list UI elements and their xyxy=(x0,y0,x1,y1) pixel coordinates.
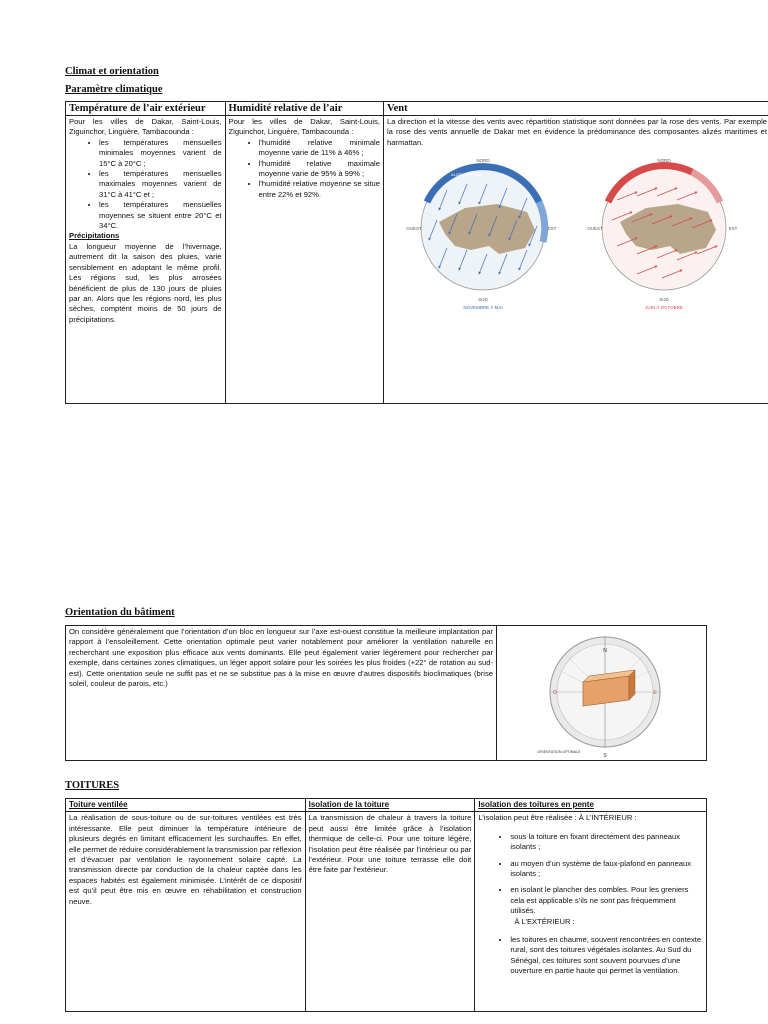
orientation-caption: ORIENTATION OPTIMALE xyxy=(537,750,581,754)
cell-toiture-ventilee xyxy=(66,812,306,1012)
pente-intro: L’isolation peut être réalisée : À L’INTÉRIEUR : xyxy=(478,813,637,823)
orientation-n: N xyxy=(603,648,607,654)
header-vent: Vent xyxy=(383,102,768,116)
cell-temperature xyxy=(66,116,226,404)
list-item: • l’humidité relative moyenne se situe entre 22% et 92%. xyxy=(259,179,380,200)
orientation-text: On considère généralement que l’orientation d’un bloc en longueur sur l’axe est-ouest constitue la meilleure implantation par rapport à l’ensoleillement. Cette orientation optimale peut varier notablement pour améliorer la ventilation naturelle en recherchant une exposition plus efficace aux vents dominants. Elle peut également varier légèrement pour rechercher par exemple, dans certaines zones climatiques, un léger apport solaire pour les soirées les plus froides (+22° de rotation au sud-est). Cette orientation seule ne suffit pas et ne se substitue pas à la mise en œuvre d’autres dispositifs bioclimatiques (brise soleil, couleur de parois, etc.) xyxy=(69,627,493,689)
pente-ext-label: À L’EXTÉRIEUR : xyxy=(514,916,575,926)
list-item: • les températures mensuelles maximales moyennes varient de 31°C à 41°C et ; xyxy=(99,169,222,200)
isolation-text: La transmission de chaleur à travers la toiture peut aussi être limitée grâce à l’isolation thermique de celle-ci. Pour une toiture légère, l’isolation peut être réalisée par l’intérieur ou par l’extérieur. Pour une toiture terrasse elle doit être faite par l’extérieur. xyxy=(308,813,472,875)
list-item: • au moyen d’un système de faux-plafond en panneaux isolants ; xyxy=(510,859,703,880)
map1-est: EST xyxy=(547,226,557,232)
orientation-table xyxy=(65,625,707,761)
vent-text: La direction et la vitesse des vents avec répartition statistique sont données par la rose des vents. Par exemple la rose des vents annuelle de Dakar met en évidence la prédominance des composantes alizés maritimes et harmattan. xyxy=(386,117,767,147)
header-toiture-ventilee: Toiture ventilée xyxy=(66,799,306,812)
header-isolation-pente: Isolation des toitures en pente xyxy=(475,799,707,812)
cell-vent xyxy=(383,116,768,404)
precip-title: Précipitations xyxy=(69,231,120,241)
list-item: • les températures mensuelles minimales moyennes varient de 15°C à 20°C ; xyxy=(99,138,222,169)
map1-ouest: OUEST xyxy=(406,226,422,232)
cell-pente xyxy=(475,812,707,1012)
map2-ouest: OUEST xyxy=(587,226,603,232)
wind-rose-map-2 xyxy=(587,158,737,310)
orientation-o: O xyxy=(553,690,557,696)
wind-rose-maps xyxy=(387,150,767,315)
cell-isolation xyxy=(305,812,475,1012)
map1-arc-label: ALIZÉ MARITIME xyxy=(451,172,483,178)
pente-list-int xyxy=(478,832,703,917)
map1-sud: SUD xyxy=(478,297,488,303)
cell-orientation-text xyxy=(66,626,497,761)
map1-nord: NORD xyxy=(476,158,490,164)
section-title-toitures: TOITURES xyxy=(65,780,120,791)
precip-text: La longueur moyenne de l’hivernage, autrement dit la saison des pluies, varie sensiblement en adoptant le même profil. Les régions sud, les plus arrosées bénéficient de plus de 130 jours de pluies par an. Alors que les régions nord, les plus sèches, comptent moins de 50 jours de précipitations. xyxy=(69,241,222,324)
list-item: • en isolant le plancher des combles. Pour les greniers cela est applicable s’ils ne sont pas fréquemment utilisés. xyxy=(510,885,703,916)
list-item: • les toitures en chaume, souvent rencontrées en contexte rural, sont des toitures végétales isolantes. Au Sud du Sénégal, ces toitures sont souvent pourvues d’une ouverture en partie haute qui permet la ventilation. xyxy=(510,935,703,977)
wind-rose-map-1 xyxy=(406,158,556,310)
pente-list-ext xyxy=(478,935,703,977)
map2-est: EST xyxy=(728,226,738,232)
temp-intro: Pour les villes de Dakar, Saint-Louis, Ziguinchor, Linguère, Tambacounda : xyxy=(69,117,222,137)
humid-intro: Pour les villes de Dakar, Saint-Louis, Ziguinchor, Linguère, Tambacounda : xyxy=(228,117,380,137)
list-item: • les températures mensuelles moyennes se situent entre 20°C et 34°C. xyxy=(99,200,222,231)
ventilee-text: La réalisation de sous-toiture ou de sur-toitures ventilées est très intéressante. Elle peut diminuer la température intérieure de plusieurs degrés en limitant efficacement les surchauffes. En effet, elle permet de réduire considérablement la transmission par réflexion et d’évacuer par ventilation le rayonnement solaire capté. La transmission directe par conduction de la chaleur captée dans les espaces habités est également minimisée. L’intérêt de ce dispositif est qu’il peut être mis en œuvre en réhabilitation et construction neuve. xyxy=(69,813,302,906)
orientation-s: S xyxy=(603,753,607,759)
list-item: • sous la toiture en fixant directement des panneaux isolants ; xyxy=(510,832,703,853)
map2-caption: JUIN À OCTOBRE xyxy=(645,305,683,311)
orientation-e: E xyxy=(653,690,657,696)
toitures-table xyxy=(65,798,707,1012)
map1-caption: NOVEMBRE À MAI xyxy=(463,305,503,311)
section-title-climat: Climat et orientation xyxy=(65,66,159,77)
header-humidite: Humidité relative de l’air xyxy=(225,102,383,116)
section-subtitle-parametre: Paramètre climatique xyxy=(65,84,163,95)
map2-nord: NORD xyxy=(657,158,671,164)
cell-orientation-figure xyxy=(497,626,707,761)
cell-humidite xyxy=(225,116,383,404)
list-item: • l’humidité relative maximale moyenne varie de 95% à 99% ; xyxy=(259,159,380,180)
climate-table xyxy=(65,101,768,404)
section-title-orientation: Orientation du bâtiment xyxy=(65,607,175,618)
temp-list xyxy=(69,138,222,232)
list-item: • l’humidité relative minimale moyenne varie de 11% à 46% ; xyxy=(259,138,380,159)
orientation-diagram xyxy=(497,626,705,760)
map2-sud: SUD xyxy=(659,297,669,303)
humid-list xyxy=(229,138,380,200)
header-temperature: Température de l’air extérieur xyxy=(66,102,226,116)
header-isolation-toiture: Isolation de la toiture xyxy=(305,799,475,812)
